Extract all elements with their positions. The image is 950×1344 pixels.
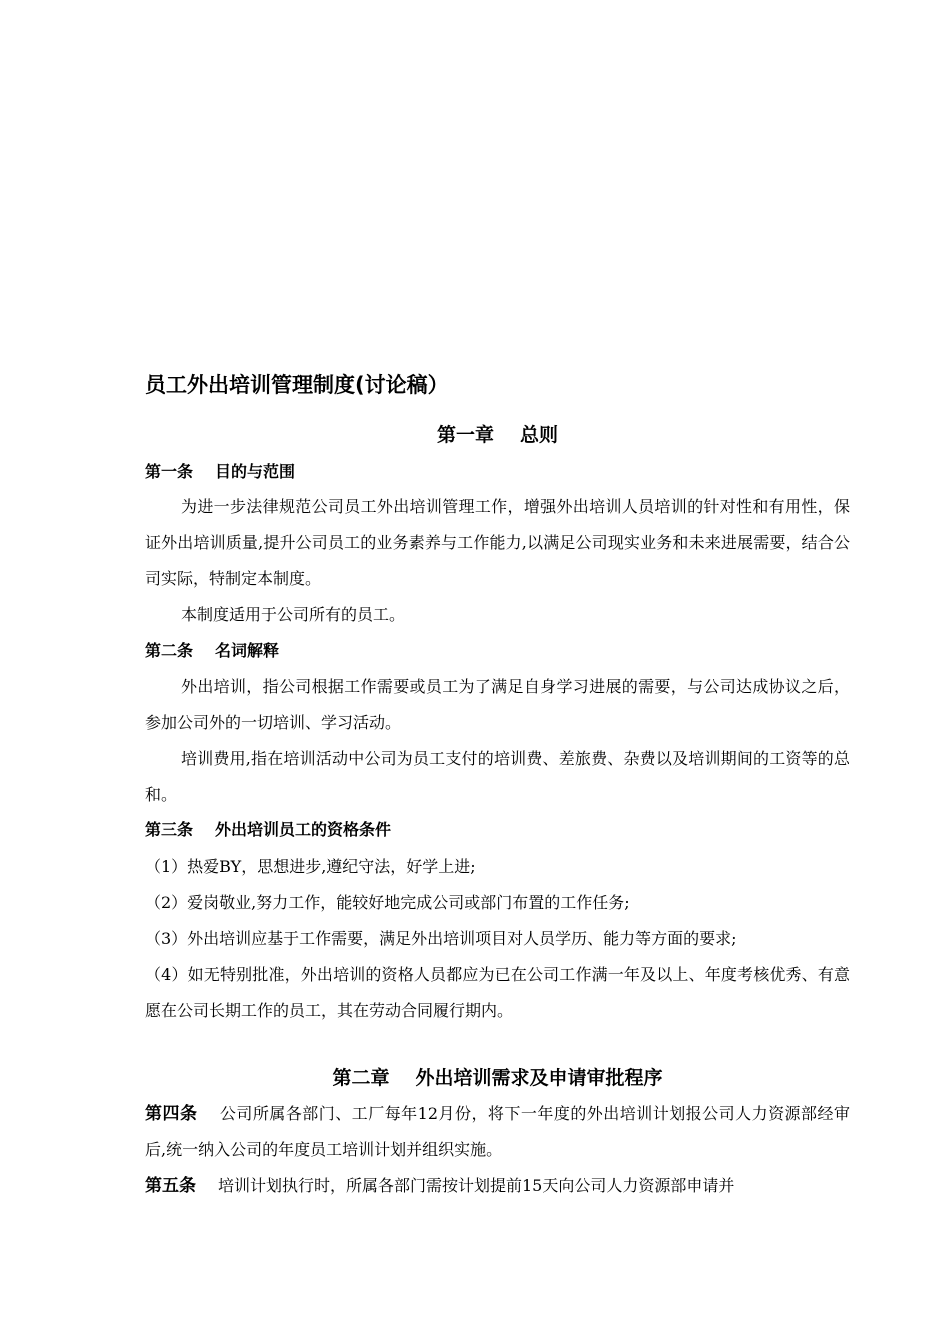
article-2-number: 第二条 — [145, 641, 194, 660]
article-2-heading — [145, 639, 850, 663]
article-5 — [145, 1168, 850, 1204]
article-2-name: 名词解释 — [215, 641, 280, 660]
article-1-paragraph-2: 本制度适用于公司所有的员工。 — [181, 605, 406, 624]
article-3-heading — [145, 818, 850, 842]
article-3-item-2: （2）爱岗敬业,努力工作，能较好地完成公司或部门布置的工作任务; — [145, 893, 630, 912]
article-4 — [145, 1096, 850, 1168]
chapter-1-heading — [145, 421, 850, 449]
chapter-2-heading — [145, 1064, 850, 1092]
document-title: 员工外出培训管理制度(讨论稿） — [145, 373, 449, 397]
article-4-text: 公司所属各部门、工厂每年12月份，将下一年度的外出培训计划报公司人力资源部经审后,统一纳入公司的年度员工培训计划并组织实施。 — [145, 1104, 850, 1159]
chapter-1-name: 总则 — [520, 424, 559, 446]
chapter-2-name: 外出培训需求及申请审批程序 — [415, 1067, 663, 1089]
article-5-text: 培训计划执行时，所属各部门需按计划提前15天向公司人力资源部申请并 — [218, 1176, 735, 1195]
article-2-paragraph-2: 培训费用,指在培训活动中公司为员工支付的培训费、差旅费、杂费以及培训期间的工资等的总和。 — [145, 749, 850, 804]
article-2-paragraph-1: 外出培训，指公司根据工作需要或员工为了满足自身学习进展的需要，与公司达成协议之后，参加公司外的一切培训、学习活动。 — [145, 677, 850, 732]
article-3-number: 第三条 — [145, 820, 194, 839]
chapter-1-number: 第一章 — [436, 424, 494, 446]
article-4-number: 第四条 — [145, 1104, 198, 1124]
article-1-paragraph-1: 为进一步法律规范公司员工外出培训管理工作，增强外出培训人员培训的针对性和有用性，保证外出培训质量,提升公司员工的业务素养与工作能力,以满足公司现实业务和未来进展需要，结合公司实际，特制定本制度。 — [145, 497, 850, 588]
article-1-name: 目的与范围 — [215, 462, 296, 481]
article-3-item-1: （1）热爱BY，思想进步,遵纪守法，好学上进; — [145, 857, 476, 876]
article-3-item-3: （3）外出培训应基于工作需要，满足外出培训项目对人员学历、能力等方面的要求; — [145, 929, 737, 948]
article-1-heading — [145, 460, 850, 484]
chapter-2-number: 第二章 — [332, 1067, 390, 1089]
article-1-number: 第一条 — [145, 462, 194, 481]
article-3-item-4: （4）如无特别批准，外出培训的资格人员都应为已在公司工作满一年及以上、年度考核优秀、有意愿在公司长期工作的员工，其在劳动合同履行期内。 — [145, 965, 850, 1020]
article-3-name: 外出培训员工的资格条件 — [215, 820, 392, 839]
article-5-number: 第五条 — [145, 1176, 196, 1196]
